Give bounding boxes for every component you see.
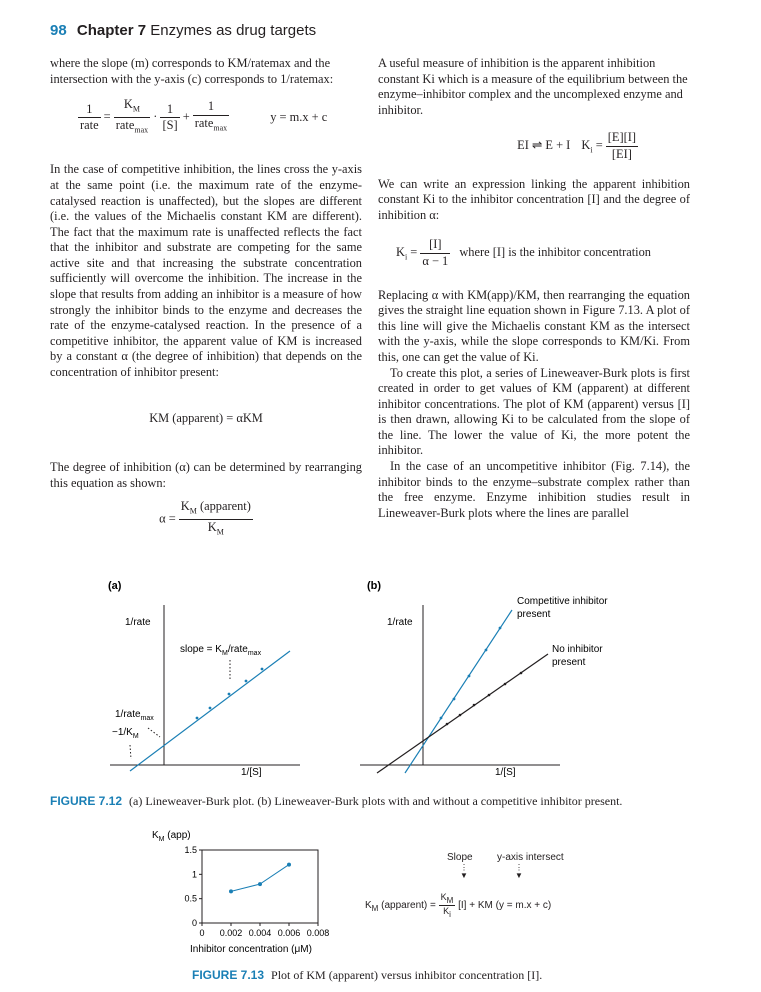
data-point [229, 889, 233, 893]
panel-b-label: (b) [367, 580, 382, 592]
data-point [446, 723, 449, 726]
figure-7-12-caption-text: (a) Lineweaver-Burk plot. (b) Lineweaver-Burk plots with and without a competitive inhibitor present. [129, 794, 623, 808]
figure-7-13-caption [192, 968, 542, 983]
y-tick-label: 1.5 [184, 845, 197, 855]
data-point [440, 717, 443, 720]
data-point [473, 704, 476, 707]
slope-label: slope = $K_M/rate_{max}$ [180, 644, 262, 657]
y-tick-label: 0.5 [184, 893, 197, 904]
panel-b-ylabel: 1/rate [387, 617, 413, 628]
right-paragraph-3: Replacing α with KM(app)/KM, then rearranging the equation gives the straight line equation shown in Figure 7.13. A plot of this line will give the Michaelis constant KM as the intersect with the y-axis, while the slope corresponds to KM/Ki. From this, one can get the value of Ki. [378, 287, 690, 364]
figure-7-13-chart [140, 828, 360, 958]
figure-7-13-caption-text: Plot of KM (apparent) versus inhibitor concentration [I]. [271, 968, 543, 982]
data-point [209, 707, 212, 710]
chapter-title: Enzymes as drug targets [150, 22, 317, 39]
panel-a-ylabel: 1/rate [125, 617, 151, 628]
x-intercept-dotted-arrow [130, 745, 131, 759]
slope-label-713: Slope [447, 852, 473, 863]
slope-arrow: ⋮ ▼ [460, 863, 468, 880]
x-tick-label: 0.006 [277, 928, 301, 938]
lineweaver-burk-equation: $\frac{1}{\text{rate}}$ = $\frac{K_M}{rate_{max}}$ · $\frac{1}{[S]}$ + $\frac{1}{rate_{max}}$ y = m.x + c [80, 97, 328, 135]
ki-where-text: where [I] is the inhibitor concentration [459, 245, 652, 260]
panel-a-label: (a) [108, 580, 122, 592]
no-inhibitor-line [377, 654, 548, 773]
intercept-label: 1/rate$_{max}$ [115, 709, 154, 722]
no-inhibitor-label-1: No inhibitor [552, 644, 603, 655]
equilibrium-text: EI ⇌ E + I [517, 138, 571, 153]
data-point [245, 680, 248, 683]
chart-ylabel: $K_M$ (app) [152, 830, 191, 843]
alpha-equation: α = $\frac{K_M (apparent)}{K_M}$ [159, 499, 251, 537]
data-point [228, 693, 231, 696]
y-tick-label: 1 [191, 869, 197, 880]
x-tick-label: 0 [199, 928, 205, 938]
data-point [261, 668, 264, 671]
data-point [287, 863, 291, 867]
figure-7-12-caption [50, 794, 622, 809]
left-paragraph-3: The degree of inhibition (α) can be determined by rearranging this equation as shown: [50, 460, 362, 490]
right-paragraph-5: In the case of an uncompetitive inhibitor (Fig. 7.14), the inhibitor binds to the enzyme–substrate complex rather than the free enzyme. Enzyme inhibition studies result in Lineweaver-Burk plots where the lines are parallel [378, 459, 690, 520]
competitive-label-2: present [517, 609, 551, 620]
intercept-dotted-arrow [148, 728, 160, 737]
left-paragraph-1: where the slope (m) corresponds to KM/ratemax and the intersection with the y-axis (c) corresponds to 1/ratemax: [50, 56, 334, 86]
data-point [196, 717, 199, 720]
ki-equation: $K_i$ = $\frac{[I]}{\alpha - 1}$ where [I] is the inhibitor concentration [396, 237, 652, 268]
data-point [258, 882, 262, 886]
panel-b-xlabel: 1/[S] [495, 767, 516, 778]
competitive-label-1: Competitive inhibitor [517, 596, 608, 607]
chart-frame [202, 850, 318, 923]
x-tick-label: 0.008 [306, 928, 330, 938]
figure-7-12 [0, 575, 761, 785]
y-tick-label: 0 [191, 918, 197, 928]
left-column [50, 56, 362, 541]
right-paragraph-1: A useful measure of inhibition is the apparent inhibition constant Ki which is a measure of the equilibrium between the enzyme–inhibitor complex and the uncomplexed enzyme and inhibitor. [378, 56, 688, 117]
panel-a-xlabel: 1/[S] [241, 767, 262, 778]
page-header [50, 22, 316, 39]
data-point [504, 683, 507, 686]
x-tick-label: 0.004 [248, 928, 272, 938]
figure-7-13-equation [365, 848, 605, 928]
chart-xlabel: Inhibitor concentration (μM) [190, 944, 312, 955]
data-point [499, 627, 502, 630]
equation-tail: [I] + KM (y = m.x + c) [458, 899, 552, 911]
data-point [459, 714, 462, 717]
data-point [453, 698, 456, 701]
figure-7-13-label: FIGURE 7.13 [192, 968, 265, 982]
figure-7-12-label: FIGURE 7.12 [50, 794, 123, 808]
panel-a-trend-line [130, 651, 290, 771]
km-app-equation: $K_M$ (apparent) = $\frac{K_M}{K_i}$ [I] + KM (y = m.x + c) [365, 892, 552, 919]
x-tick-label: 0.002 [219, 928, 243, 938]
line-equation: y = m.x + c [270, 109, 328, 124]
right-paragraph-4: To create this plot, a series of Lineweaver-Burk plots is first created in order to get values of KM (apparent) at different inhibitor concentrations. The plot of KM (apparent) versus [I] is then drawn, allowing Ki to be calculated from the slope of the line. The lower the value of Ki, the more potent the inhibitor. [378, 365, 690, 458]
right-paragraph-2: We can write an expression linking the apparent inhibition constant Ki to the inhibitor concentration [I] and the degree of inhibition α: [378, 176, 690, 222]
left-paragraph-2: In the case of competitive inhibition, the lines cross the y-axis at the same point (i.e. the maximum rate of the enzyme-catalysed reaction is unaffected), but the slopes are different (i.e. the values of the Michaelis constant KM are different). The fact that the maximum rate is unaffected reflects the fact that the inhibitor and substrate are competing for the same active site and that increasing the substrate concentration sufficiently will overcome the inhibition. The increase in the slope that results from adding an inhibitor is a measure of how strongly the inhibitor binds to the enzyme and decreases the rate of the enzyme-catalysed reaction. In the presence of a competitive inhibitor, the apparent value of KM is increased by a constant α (the degree of inhibition) that depends on the concentration of inhibitor present: [50, 162, 362, 380]
page-number: 98 [50, 22, 67, 39]
chart-marks [229, 863, 291, 894]
intersect-arrow: ⋮ ▼ [515, 863, 523, 880]
data-point [485, 649, 488, 652]
right-column [378, 56, 690, 521]
data-point [488, 694, 491, 697]
km-apparent-equation: KM (apparent) = αKM [149, 410, 263, 425]
data-point [468, 675, 471, 678]
no-inhibitor-label-2: present [552, 657, 586, 668]
chart-axes [184, 845, 329, 938]
competitive-line [405, 610, 512, 773]
chapter-number: Chapter 7 [76, 22, 147, 39]
data-point [520, 672, 523, 675]
intersect-label-713: y-axis intersect [497, 852, 564, 863]
trend-line [231, 865, 289, 892]
x-intercept-label: $-1/K_M$ [112, 727, 139, 740]
equilibrium-equation: EI ⇌ E + I $K_i$ = $\frac{[E][I]}{[EI]}$ [517, 130, 636, 161]
